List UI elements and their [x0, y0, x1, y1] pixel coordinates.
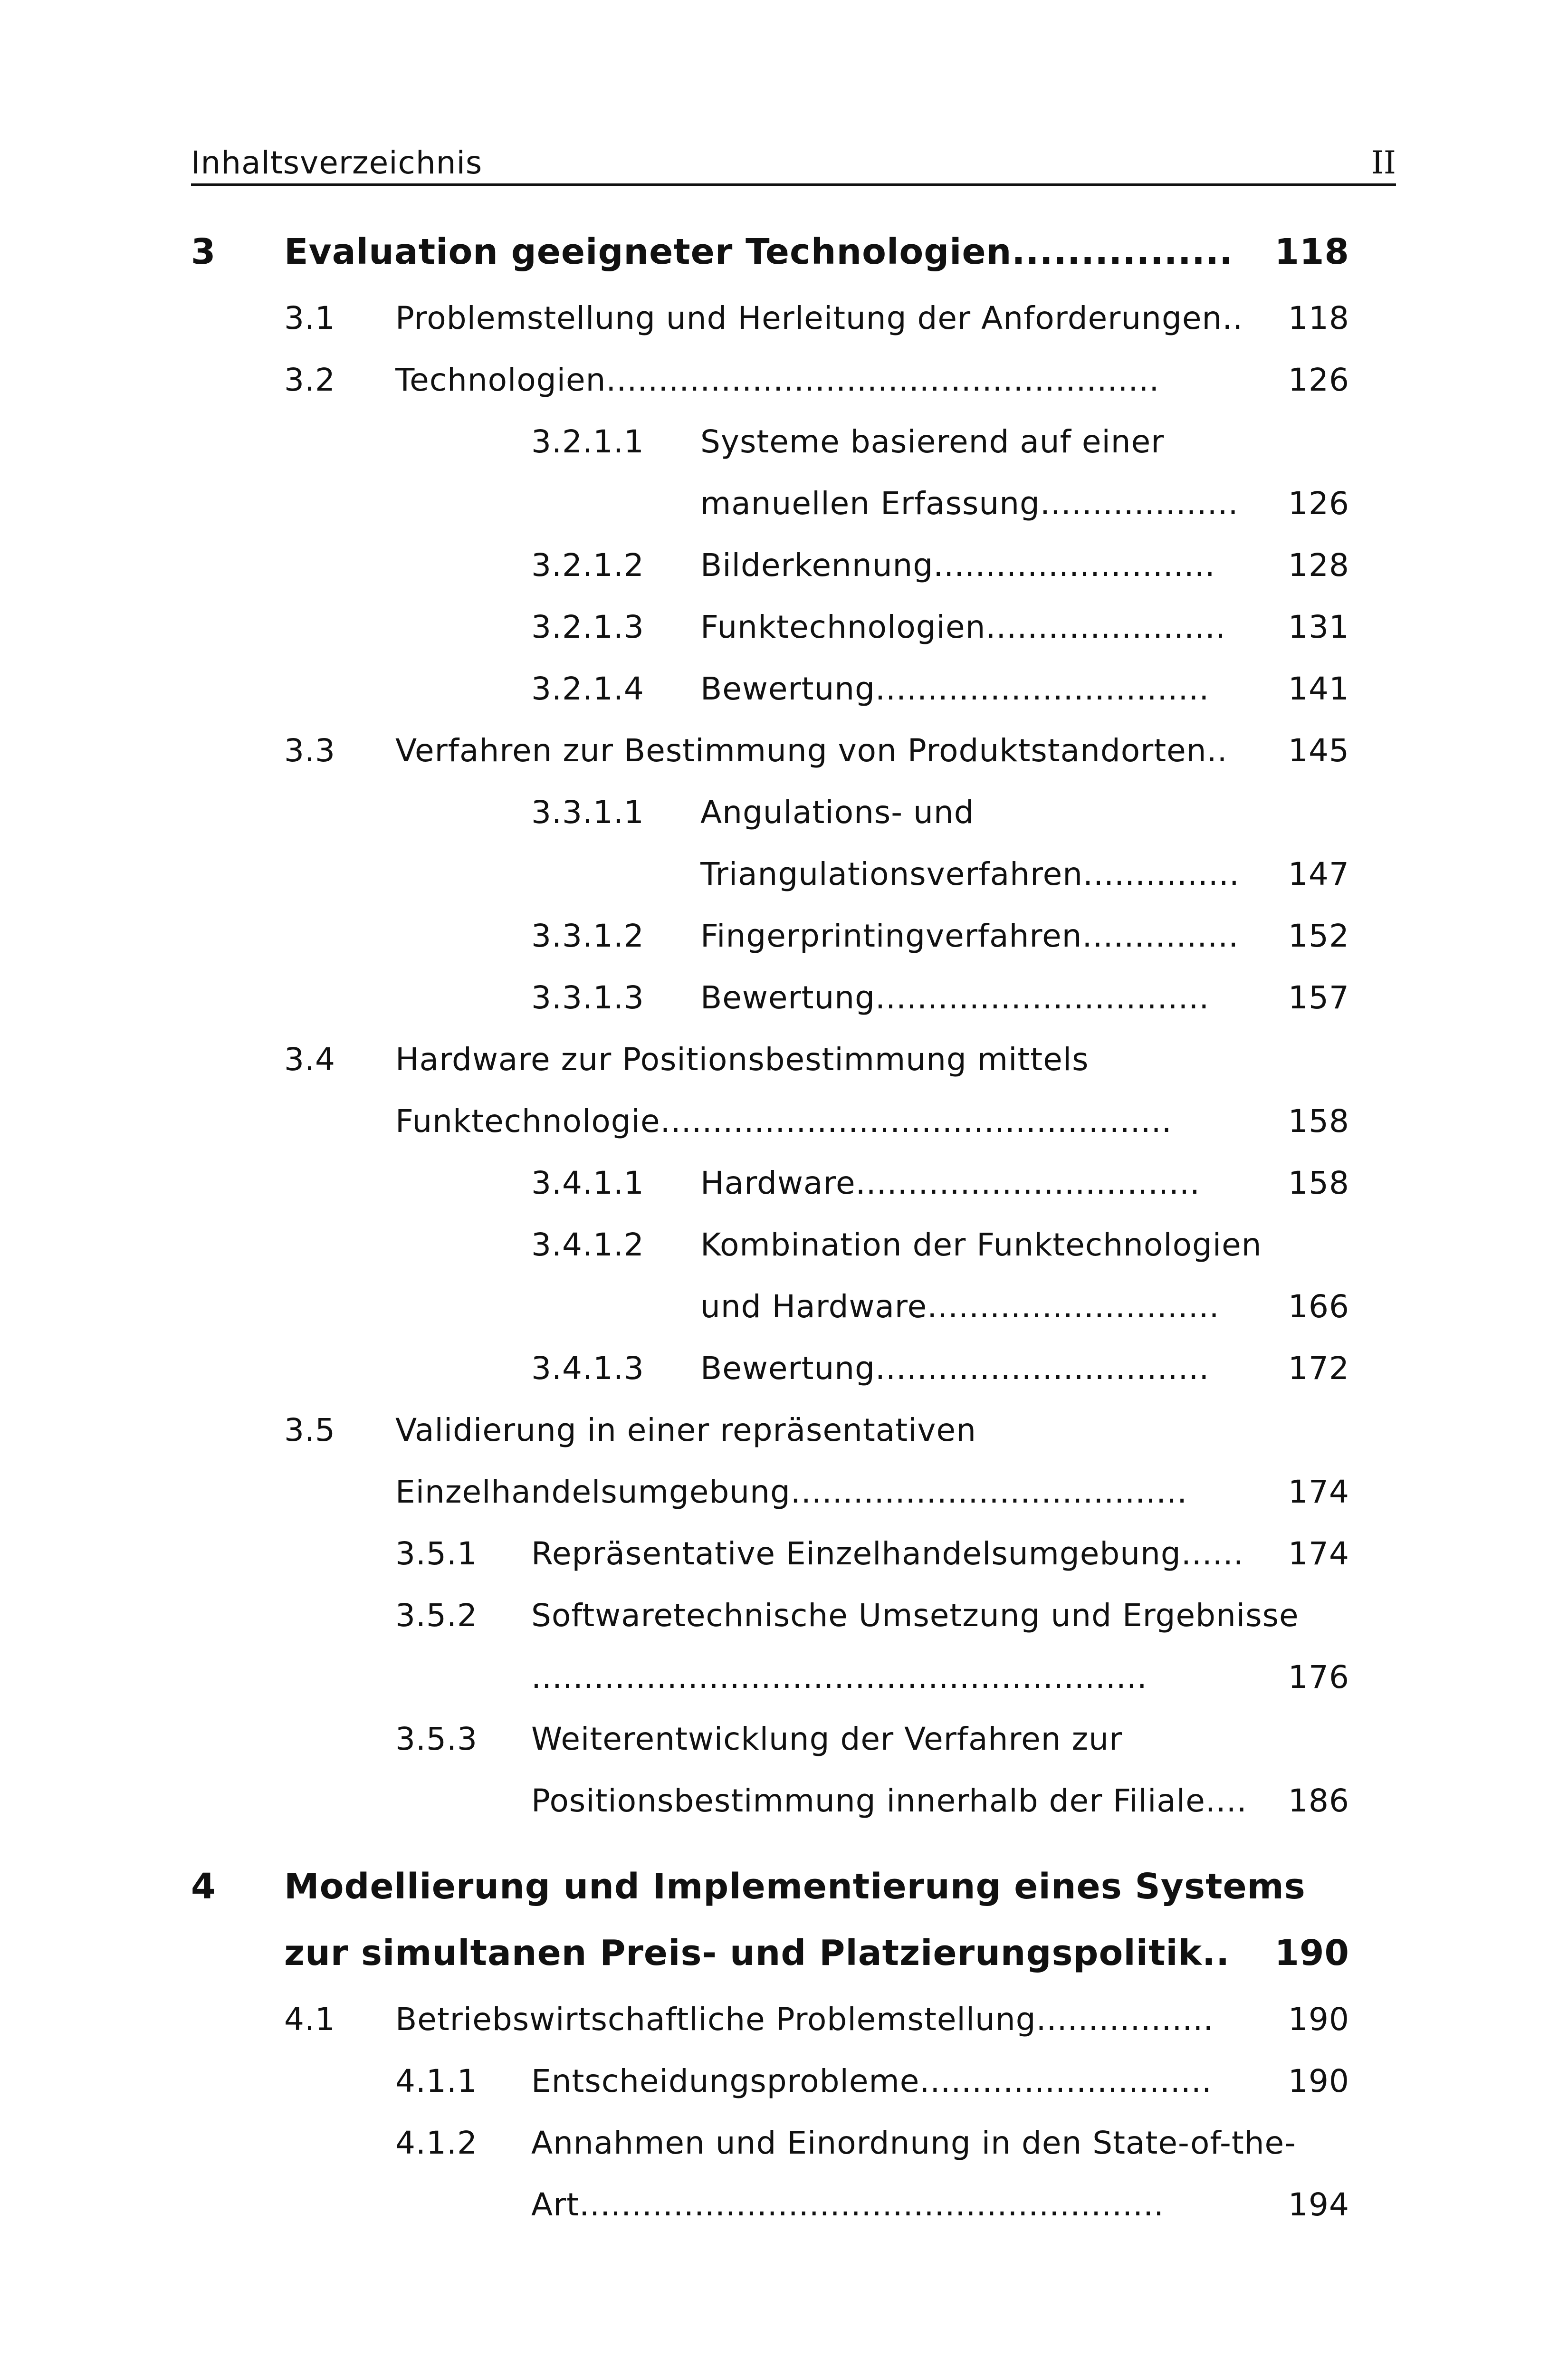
- toc-section-number: 3.3.1.3: [531, 979, 644, 1016]
- toc-section-number: 3.2.1.3: [531, 609, 644, 645]
- toc-page-number: 166: [1288, 1288, 1349, 1325]
- toc-page-number: 126: [1288, 362, 1349, 398]
- toc-section-number: 4.1: [284, 2001, 335, 2038]
- toc-section-title: Funktechnologie: [395, 1103, 660, 1140]
- toc-leader-dots: .................................: [855, 1165, 1200, 1201]
- toc-section-title: Einzelhandelsumgebung: [395, 1474, 791, 1510]
- toc-section-title: Problemstellung und Herleitung der Anforderungen: [395, 300, 1223, 336]
- toc-section-number: 3.1: [284, 300, 335, 336]
- toc-row: [284, 356, 1349, 404]
- toc-row: [395, 2058, 1349, 2105]
- toc-leader-dots: ............................: [927, 1288, 1220, 1325]
- toc-leader-dots: .................................................: [660, 1103, 1172, 1140]
- toc-leader-dots: ..: [1202, 1933, 1230, 1974]
- toc-page-number: 141: [1288, 671, 1349, 707]
- toc-row: [531, 418, 1349, 466]
- toc-section-number: 3.5.2: [395, 1597, 478, 1634]
- toc-section-title: Funktechnologien: [700, 609, 986, 645]
- toc-row: [284, 1407, 1349, 1454]
- toc-row: [395, 2119, 1349, 2167]
- toc-section-title: Bewertung: [700, 1350, 876, 1387]
- toc-section-number: 3.3.1.2: [531, 918, 644, 954]
- toc-row: [531, 851, 1349, 898]
- toc-leader-dots: ........................................................: [579, 2186, 1165, 2223]
- toc-page-number: 118: [1274, 231, 1349, 272]
- toc-row: [531, 665, 1349, 713]
- toc-page-number: 118: [1288, 300, 1349, 336]
- toc-row: [531, 1283, 1349, 1331]
- toc-page-number: 174: [1288, 1474, 1349, 1510]
- toc-leader-dots: ..: [1206, 732, 1228, 769]
- toc-page-number: 190: [1274, 1933, 1349, 1974]
- toc-section-number: 4.1.1: [395, 2063, 478, 2099]
- toc-leader-dots: ................................: [875, 979, 1210, 1016]
- toc-section-number: 3.5: [284, 1412, 335, 1448]
- toc-section-title: Kombination der Funktechnologien: [700, 1226, 1262, 1263]
- toc-row: [531, 1221, 1349, 1269]
- toc-row: [531, 542, 1349, 589]
- toc-section-title: Repräsentative Einzelhandelsumgebung: [531, 1535, 1181, 1572]
- toc-section-title: Technologien: [395, 362, 606, 398]
- toc-row: [531, 789, 1349, 836]
- toc-section-title: Validierung in einer repräsentativen: [395, 1412, 976, 1448]
- toc-page-number: 190: [1288, 2063, 1349, 2099]
- toc-section-title: Positionsbestimmung innerhalb der Filiale: [531, 1782, 1205, 1819]
- toc-section-title: Softwaretechnische Umsetzung und Ergebnisse: [531, 1597, 1299, 1634]
- toc-leader-dots: ...........................: [933, 547, 1215, 584]
- header-page-number: II: [1371, 144, 1396, 181]
- toc-section-number: 3.2.1.1: [531, 423, 644, 460]
- running-header: [191, 143, 1396, 186]
- toc-row: [531, 604, 1349, 651]
- toc-section-title: Fingerprintingverfahren: [700, 918, 1082, 954]
- toc-section-number: 3.4.1.2: [531, 1226, 644, 1263]
- toc-section-title: Weiterentwicklung der Verfahren zur: [531, 1721, 1123, 1757]
- toc-row: [395, 1715, 1349, 1763]
- toc-section-title: Annahmen und Einordnung in den State-of-the-: [531, 2125, 1296, 2161]
- toc-chapter-row: [191, 1925, 1349, 1982]
- toc-section-title: Hardware zur Positionsbestimmung mittels: [395, 1041, 1089, 1078]
- toc-row: [395, 1654, 1349, 1701]
- toc-row: [395, 2181, 1349, 2229]
- toc-leader-dots: ...............: [1083, 856, 1240, 892]
- toc-row: [284, 1468, 1349, 1516]
- toc-row: [531, 912, 1349, 960]
- toc-page-number: 126: [1288, 485, 1349, 522]
- toc-leader-dots: ................................: [875, 671, 1210, 707]
- toc-section-number: 3.2: [284, 362, 335, 398]
- toc-page-number: 194: [1288, 2186, 1349, 2223]
- toc-row: [531, 974, 1349, 1022]
- toc-section-title: Modellierung und Implementierung eines Systems: [284, 1866, 1306, 1907]
- toc-row: [284, 295, 1349, 342]
- toc-section-title: Art: [531, 2186, 580, 2223]
- toc-section-title: Betriebswirtschaftliche Problemstellung: [395, 2001, 1036, 2038]
- toc-chapter-row: [191, 1858, 1349, 1915]
- toc-page-number: 147: [1288, 856, 1349, 892]
- toc-section-title: Triangulationsverfahren: [700, 856, 1083, 892]
- toc-section-title: Verfahren zur Bestimmung von Produktstandorten: [395, 732, 1207, 769]
- toc-section-title: Bewertung: [700, 979, 876, 1016]
- toc-section-title: Hardware: [700, 1165, 856, 1201]
- toc-section-title: zur simultanen Preis- und Platzierungspolitik: [284, 1933, 1202, 1974]
- toc-row: [531, 1345, 1349, 1392]
- toc-leader-dots: ...........................................................: [531, 1659, 1147, 1696]
- toc-page-number: 157: [1288, 979, 1349, 1016]
- toc-section-number: 3.2.1.4: [531, 671, 644, 707]
- toc-leader-dots: .....................................................: [606, 362, 1160, 398]
- toc-leader-dots: ...................: [1040, 485, 1239, 522]
- toc-leader-dots: ......: [1181, 1535, 1244, 1572]
- toc-page-number: 131: [1288, 609, 1349, 645]
- toc-leader-dots: ................................: [875, 1350, 1210, 1387]
- toc-section-title: Bilderkennung: [700, 547, 934, 584]
- toc-row: [531, 1159, 1349, 1207]
- toc-row: [531, 480, 1349, 527]
- toc-section-number: 3.2.1.2: [531, 547, 644, 584]
- toc-section-title: Entscheidungsprobleme: [531, 2063, 920, 2099]
- toc-section-title: Angulations- und: [700, 794, 975, 831]
- toc-section-number: 4.1.2: [395, 2125, 478, 2161]
- toc-section-number: 3.4.1.3: [531, 1350, 644, 1387]
- toc-section-title: und Hardware: [700, 1288, 927, 1325]
- toc-page-number: 145: [1288, 732, 1349, 769]
- toc-page-number: 128: [1288, 547, 1349, 584]
- toc-section-number: 3: [191, 231, 216, 272]
- toc-row: [395, 1530, 1349, 1578]
- toc-leader-dots: ................: [1012, 231, 1233, 272]
- toc-page-number: 152: [1288, 918, 1349, 954]
- toc-page-number: 176: [1288, 1659, 1349, 1696]
- toc-section-number: 3.5.1: [395, 1535, 478, 1572]
- toc-section-number: 3.4: [284, 1041, 335, 1078]
- toc-section-number: 4: [191, 1866, 216, 1907]
- toc-leader-dots: .......................: [985, 609, 1226, 645]
- toc-row: [395, 1777, 1349, 1825]
- toc-section-number: 3.3.1.1: [531, 794, 644, 831]
- toc-section-number: 3.4.1.1: [531, 1165, 644, 1201]
- toc-row: [395, 1592, 1349, 1639]
- toc-leader-dots: ............................: [919, 2063, 1212, 2099]
- toc-row: [284, 1036, 1349, 1083]
- toc-row: [284, 1996, 1349, 2043]
- toc-chapter-row: [191, 223, 1349, 280]
- toc-leader-dots: ....: [1205, 1782, 1247, 1819]
- toc-section-title: Evaluation geeigneter Technologien: [284, 231, 1012, 272]
- toc-section-number: 3.5.3: [395, 1721, 478, 1757]
- toc-leader-dots: ......................................: [790, 1474, 1188, 1510]
- toc-leader-dots: .................: [1036, 2001, 1214, 2038]
- toc-section-number: 3.3: [284, 732, 335, 769]
- toc-page-number: 172: [1288, 1350, 1349, 1387]
- toc-page-number: 158: [1288, 1103, 1349, 1140]
- toc-leader-dots: ...............: [1082, 918, 1239, 954]
- header-title: Inhaltsverzeichnis: [191, 144, 483, 181]
- toc-page-number: 190: [1288, 2001, 1349, 2038]
- toc-page-number: 186: [1288, 1782, 1349, 1819]
- toc-row: [284, 727, 1349, 775]
- toc-section-title: Systeme basierend auf einer: [700, 423, 1165, 460]
- toc-row: [284, 1098, 1349, 1145]
- toc-page-number: 174: [1288, 1535, 1349, 1572]
- toc-section-title: manuellen Erfassung: [700, 485, 1040, 522]
- toc-section-title: Bewertung: [700, 671, 876, 707]
- toc-page-number: 158: [1288, 1165, 1349, 1201]
- toc-leader-dots: ..: [1222, 300, 1243, 336]
